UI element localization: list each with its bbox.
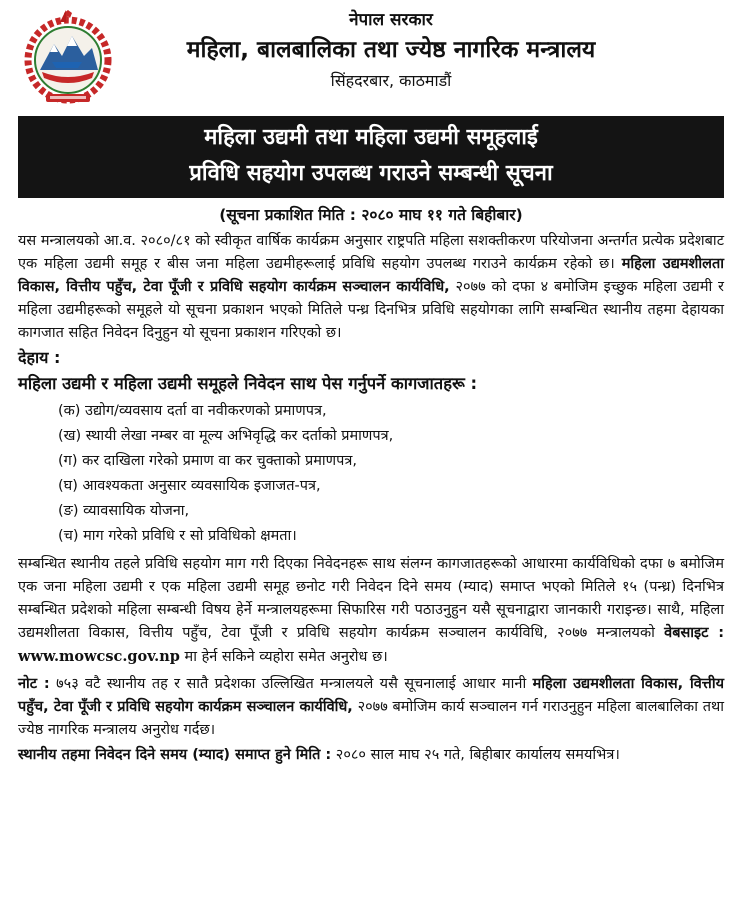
document-item: (च) माग गरेको प्रविधि र सो प्रविधिको क्षमता।	[58, 528, 297, 544]
document-item: (ङ) व्यावसायिक योजना,	[58, 503, 190, 519]
intro-text-2: २०७७ को दफा ४ बमोजिम इच्छुक महिला उद्यमी र महिला उद्यमीहरूको समूहले यो सूचना प्रकाशन भएको मितिले पन्ध्र दिनभित्र प्रविधि सहयोगका लागि सम्बन्धित स्थानीय तहमा देहायका कागजात सहित निवेदन दिनुहुन यो सूचना प्रकाशन गरिएको छ।	[18, 279, 724, 341]
document-item: (क) उद्योग/व्यवसाय दर्ता वा नवीकरणको प्रमाणपत्र,	[58, 403, 327, 419]
intro-paragraph	[18, 230, 724, 345]
government-name: नेपाल सरकार	[349, 10, 433, 30]
publication-date: (सूचना प्रकाशित मिति : २०८० माघ ११ गते बिहीबार)	[219, 206, 523, 224]
notice-header	[18, 6, 724, 114]
process-paragraph	[18, 553, 724, 669]
website-url[interactable]: www.mowcsc.gov.np	[18, 648, 180, 665]
ministry-location: सिंहदरबार, काठमाडौं	[330, 71, 452, 90]
deadline-value: २०८० साल माघ २५ गते, बिहीबार कार्यालय समयभित्र।	[331, 747, 620, 763]
document-item: (ख) स्थायी लेखा नम्बर वा मूल्य अभिवृद्धि कर दर्ताको प्रमाणपत्र,	[58, 428, 394, 444]
deadline-label: स्थानीय तहमा निवेदन दिने समय (म्याद) समाप्त हुने मिति :	[18, 747, 332, 763]
note-label: नोट :	[18, 676, 50, 692]
notice-title-line2: प्रविधि सहयोग उपलब्ध गराउने सम्बन्धी सूचना	[189, 161, 553, 186]
website-label: वेबसाइट :	[664, 625, 724, 641]
document-item: (ग) कर दाखिला गरेको प्रमाण वा कर चुक्ताको प्रमाणपत्र,	[58, 453, 358, 469]
documents-heading: महिला उद्यमी र महिला उद्यमी समूहले निवेदन साथ पेस गर्नुपर्ने कागजातहरू :	[18, 374, 478, 393]
note-paragraph	[18, 673, 724, 742]
process-text-1: सम्बन्धित स्थानीय तहले प्रविधि सहयोग माग गरी दिएका निवेदनहरू साथ संलग्न कागजातहरूको आधारमा कार्यविधिको दफा ७ बमोजिम एक जना महिला उद्यमी र एक महिला उद्यमी समूह छनोट गरी निवेदन दिने समय (म्याद) समाप्त भएको मितिले १५ (पन्ध्र) दिनभित्र सम्बन्धित प्रदेशको महिला सम्बन्धी विषय हेर्ने मन्त्रालयहरूमा सिफारिस गरी पठाउनुहुन यसै सूचनाद्वारा जानकारी गराइन्छ। साथै, महिला उद्यमशीलता विकास, वित्तीय पहुँच, टेवा पूँजी र प्रविधि सहयोग कार्यक्रम सञ्चालन कार्यविधि, २०७७ मन्त्रालयको	[18, 556, 724, 641]
note-text-1: ७५३ वटै स्थानीय तह र सातै प्रदेशका उल्लिखित मन्त्रालयले यसै सूचनालाई आधार मानी	[49, 676, 533, 692]
header-text	[18, 8, 724, 94]
documents-list	[18, 399, 724, 549]
note-text-2: २०७७ बमोजिम कार्य सञ्चालन गर्न गराउनुहुन महिला बालबालिका तथा ज्येष्ठ नागरिक मन्त्रालय अनुरोध गर्दछ।	[18, 699, 725, 738]
notice-title-banner	[18, 116, 724, 198]
note-bold-text: महिला उद्यमशीलता विकास, वित्तीय पहुँच, टेवा पूँजी र प्रविधि सहयोग कार्यक्रम सञ्चालन कार्यविधि,	[18, 676, 724, 715]
section-heading: देहाय :	[18, 348, 61, 367]
notice-title-line1: महिला उद्यमी तथा महिला उद्यमी समूहलाई	[204, 125, 538, 150]
ministry-name: महिला, बालबालिका तथा ज्येष्ठ नागरिक मन्त्रालय	[186, 37, 596, 63]
process-text-2: मा हेर्न सकिने व्यहोरा समेत अनुरोध छ।	[179, 649, 388, 665]
intro-text-1: यस मन्त्रालयको आ.व. २०८०/८१ को स्वीकृत वार्षिक कार्यक्रम अनुसार राष्ट्रपति महिला सशक्तीकरण परियोजना अन्तर्गत प्रत्येक प्रदेशबाट एक महिला उद्यमी समूह र बीस जना महिला उद्यमीहरूलाई प्रविधि सहयोग उपलब्ध गराउने कार्यक्रम रहेको छ।	[18, 233, 724, 272]
document-item: (घ) आवश्यकता अनुसार व्यवसायिक इजाजत-पत्र,	[58, 478, 321, 494]
intro-bold-text: महिला उद्यमशीलता विकास, वित्तीय पहुँच, टेवा पूँजी र प्रविधि सहयोग कार्यक्रम सञ्चालन कार्यविधि,	[18, 256, 724, 295]
deadline-paragraph	[18, 744, 724, 767]
